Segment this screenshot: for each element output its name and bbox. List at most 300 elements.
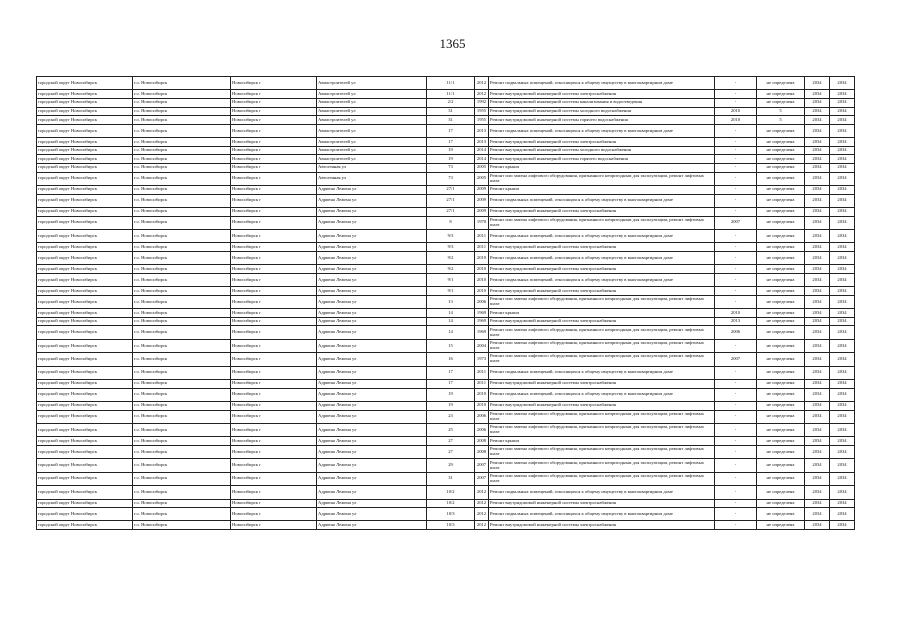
last-repair-year-cell: 2010	[715, 116, 757, 125]
house-number-cell: 10/2	[427, 499, 475, 508]
municipality-cell: г.о. Новосибирск	[133, 309, 231, 318]
district-cell: городской округ Новосибирск	[37, 486, 133, 499]
cost-cell: не определена	[757, 295, 805, 308]
table-row	[37, 163, 855, 172]
street-cell: Адриена Лежена ул	[317, 243, 427, 252]
street-cell: Адриена Лежена ул	[317, 410, 427, 423]
plan-year-start-cell: 2034	[805, 521, 830, 530]
house-number-cell: 25	[427, 423, 475, 436]
table-row	[37, 445, 855, 458]
cost-cell: не определена	[757, 353, 805, 366]
last-repair-year-cell: -	[715, 401, 757, 410]
district-cell: городской округ Новосибирск	[37, 107, 133, 116]
house-number-cell: 19	[427, 146, 475, 155]
last-repair-year-cell: -	[715, 229, 757, 242]
cost-cell: не определена	[757, 185, 805, 194]
plan-year-end-cell: 2034	[830, 273, 855, 286]
plan-year-start-cell: 2034	[805, 77, 830, 90]
street-cell: Адриена Лежена ул	[317, 273, 427, 286]
plan-year-start-cell: 2034	[805, 379, 830, 388]
commissioning-year-cell: 2012	[475, 499, 489, 508]
house-number-cell: 73	[427, 172, 475, 185]
table-row	[37, 295, 855, 308]
district-cell: городской округ Новосибирск	[37, 116, 133, 125]
municipality-cell: г.о. Новосибирск	[133, 77, 231, 90]
plan-year-end-cell: 2034	[830, 366, 855, 379]
cost-cell: не определена	[757, 243, 805, 252]
house-number-cell: 17	[427, 379, 475, 388]
cost-cell: не определена	[757, 146, 805, 155]
street-cell: Адриена Лежена ул	[317, 251, 427, 264]
settlement-cell: Новосибирск г	[231, 194, 317, 207]
municipality-cell: г.о. Новосибирск	[133, 401, 231, 410]
house-number-cell: 17	[427, 124, 475, 137]
settlement-cell: Новосибирск г	[231, 243, 317, 252]
plan-year-start-cell: 2034	[805, 251, 830, 264]
district-cell: городской округ Новосибирск	[37, 77, 133, 90]
table-row	[37, 508, 855, 521]
municipality-cell: г.о. Новосибирск	[133, 146, 231, 155]
district-cell: городской округ Новосибирск	[37, 459, 133, 472]
last-repair-year-cell: -	[715, 499, 757, 508]
settlement-cell: Новосибирск г	[231, 401, 317, 410]
commissioning-year-cell: 2005	[475, 172, 489, 185]
table-row	[37, 410, 855, 423]
district-cell: городской округ Новосибирск	[37, 138, 133, 147]
repair-work-cell: Ремонт внутридомовой инженерной системы электроснабжения	[489, 90, 715, 99]
cost-cell: не определена	[757, 207, 805, 216]
cost-cell: не определена	[757, 317, 805, 326]
settlement-cell: Новосибирск г	[231, 216, 317, 229]
table-row	[37, 155, 855, 164]
municipality-cell: г.о. Новосибирск	[133, 379, 231, 388]
house-number-cell: 27	[427, 445, 475, 458]
plan-year-end-cell: 2034	[830, 459, 855, 472]
commissioning-year-cell: 2012	[475, 90, 489, 99]
last-repair-year-cell: 2007	[715, 353, 757, 366]
last-repair-year-cell: -	[715, 185, 757, 194]
cost-cell: не определена	[757, 194, 805, 207]
last-repair-year-cell: -	[715, 388, 757, 401]
plan-year-start-cell: 2034	[805, 317, 830, 326]
plan-year-start-cell: 2034	[805, 459, 830, 472]
cost-cell: не определена	[757, 138, 805, 147]
plan-year-end-cell: 2034	[830, 472, 855, 485]
plan-year-end-cell: 2034	[830, 194, 855, 207]
commissioning-year-cell: 1973	[475, 353, 489, 366]
table-row	[37, 379, 855, 388]
repair-work-cell: Ремонт подвальных помещений, относящихся к общему имуществу в многоквартирном доме	[489, 124, 715, 137]
last-repair-year-cell: -	[715, 521, 757, 530]
settlement-cell: Новосибирск г	[231, 472, 317, 485]
municipality-cell: г.о. Новосибирск	[133, 423, 231, 436]
street-cell: Адриена Лежена ул	[317, 472, 427, 485]
repair-work-cell: Ремонт подвальных помещений, относящихся к общему имуществу в многоквартирном доме	[489, 273, 715, 286]
district-cell: городской округ Новосибирск	[37, 309, 133, 318]
house-number-cell: 14	[427, 309, 475, 318]
repair-work-cell: Ремонт крыши	[489, 185, 715, 194]
last-repair-year-cell: -	[715, 172, 757, 185]
commissioning-year-cell: 2010	[475, 265, 489, 274]
repair-work-cell: Ремонт внутридомовой инженерной системы электроснабжения	[489, 499, 715, 508]
street-cell: Адриена Лежена ул	[317, 185, 427, 194]
municipality-cell: г.о. Новосибирск	[133, 155, 231, 164]
page-number: 1365	[439, 36, 466, 51]
settlement-cell: Новосибирск г	[231, 273, 317, 286]
settlement-cell: Новосибирск г	[231, 317, 317, 326]
plan-year-start-cell: 2034	[805, 309, 830, 318]
repair-work-cell: Ремонт или замена лифтового оборудования, признанного непригодным для эксплуатации, ремонт лифтовых шахт	[489, 472, 715, 485]
repair-work-cell: Ремонт подвальных помещений, относящихся к общему имуществу в многоквартирном доме	[489, 366, 715, 379]
street-cell: Автогенная ул	[317, 172, 427, 185]
table-row	[37, 138, 855, 147]
house-number-cell: 23	[427, 410, 475, 423]
plan-year-start-cell: 2034	[805, 194, 830, 207]
house-number-cell: 27/1	[427, 207, 475, 216]
plan-year-end-cell: 2034	[830, 146, 855, 155]
cost-cell: не определена	[757, 77, 805, 90]
street-cell: Адриена Лежена ул	[317, 309, 427, 318]
district-cell: городской округ Новосибирск	[37, 379, 133, 388]
repair-work-cell: Ремонт внутридомовой инженерной системы электроснабжения	[489, 138, 715, 147]
municipality-cell: г.о. Новосибирск	[133, 508, 231, 521]
last-repair-year-cell: -	[715, 155, 757, 164]
table-row	[37, 124, 855, 137]
plan-year-end-cell: 2034	[830, 98, 855, 107]
municipality-cell: г.о. Новосибирск	[133, 90, 231, 99]
repair-work-cell: Ремонт подвальных помещений, относящихся к общему имуществу в многоквартирном доме	[489, 251, 715, 264]
street-cell: Адриена Лежена ул	[317, 423, 427, 436]
street-cell: Авиастроителей ул	[317, 146, 427, 155]
cost-cell: не определена	[757, 366, 805, 379]
table-row	[37, 107, 855, 116]
settlement-cell: Новосибирск г	[231, 379, 317, 388]
cost-cell: не определена	[757, 155, 805, 164]
repair-work-cell: Ремонт внутридомовой инженерной системы электроснабжения	[489, 207, 715, 216]
district-cell: городской округ Новосибирск	[37, 508, 133, 521]
street-cell: Адриена Лежена ул	[317, 353, 427, 366]
settlement-cell: Новосибирск г	[231, 521, 317, 530]
plan-year-start-cell: 2034	[805, 265, 830, 274]
last-repair-year-cell: -	[715, 295, 757, 308]
commissioning-year-cell: 1969	[475, 309, 489, 318]
plan-year-start-cell: 2034	[805, 107, 830, 116]
last-repair-year-cell: -	[715, 124, 757, 137]
municipality-cell: г.о. Новосибирск	[133, 388, 231, 401]
district-cell: городской округ Новосибирск	[37, 90, 133, 99]
cost-cell: не определена	[757, 309, 805, 318]
house-number-cell: 16	[427, 353, 475, 366]
settlement-cell: Новосибирск г	[231, 229, 317, 242]
cost-cell: не определена	[757, 172, 805, 185]
commissioning-year-cell: 2007	[475, 472, 489, 485]
plan-year-end-cell: 2034	[830, 379, 855, 388]
house-number-cell: 10/3	[427, 521, 475, 530]
settlement-cell: Новосибирск г	[231, 295, 317, 308]
municipality-cell: г.о. Новосибирск	[133, 339, 231, 352]
commissioning-year-cell: 2010	[475, 388, 489, 401]
repair-work-cell: Ремонт или замена лифтового оборудования, признанного непригодным для эксплуатации, ремонт лифтовых шахт	[489, 326, 715, 339]
street-cell: Адриена Лежена ул	[317, 216, 427, 229]
district-cell: городской округ Новосибирск	[37, 326, 133, 339]
commissioning-year-cell: 2010	[475, 287, 489, 296]
last-repair-year-cell: 2006	[715, 326, 757, 339]
municipality-cell: г.о. Новосибирск	[133, 107, 231, 116]
commissioning-year-cell: 1970	[475, 216, 489, 229]
repair-work-cell: Ремонт внутридомовой инженерной системы электроснабжения	[489, 379, 715, 388]
settlement-cell: Новосибирск г	[231, 445, 317, 458]
repair-work-cell: Ремонт или замена лифтового оборудования, признанного непригодным для эксплуатации, ремонт лифтовых шахт	[489, 445, 715, 458]
plan-year-start-cell: 2034	[805, 207, 830, 216]
repair-work-cell: Ремонт внутридомовой инженерной системы электроснабжения	[489, 521, 715, 530]
last-repair-year-cell: -	[715, 77, 757, 90]
last-repair-year-cell: -	[715, 138, 757, 147]
house-number-cell: 19	[427, 388, 475, 401]
table-row	[37, 216, 855, 229]
commissioning-year-cell: 2011	[475, 243, 489, 252]
cost-cell: не определена	[757, 401, 805, 410]
table-row	[37, 459, 855, 472]
municipality-cell: г.о. Новосибирск	[133, 216, 231, 229]
plan-year-start-cell: 2034	[805, 366, 830, 379]
commissioning-year-cell: 2009	[475, 207, 489, 216]
table-row	[37, 273, 855, 286]
district-cell: городской округ Новосибирск	[37, 273, 133, 286]
table-row	[37, 146, 855, 155]
plan-year-start-cell: 2034	[805, 445, 830, 458]
street-cell: Адриена Лежена ул	[317, 265, 427, 274]
plan-year-end-cell: 2034	[830, 410, 855, 423]
table-body	[37, 77, 855, 530]
settlement-cell: Новосибирск г	[231, 77, 317, 90]
settlement-cell: Новосибирск г	[231, 486, 317, 499]
plan-year-end-cell: 2034	[830, 216, 855, 229]
street-cell: Авиастроителей ул	[317, 124, 427, 137]
table-row	[37, 472, 855, 485]
municipality-cell: г.о. Новосибирск	[133, 317, 231, 326]
street-cell: Авиастроителей ул	[317, 90, 427, 99]
house-number-cell: 14	[427, 326, 475, 339]
table-row	[37, 499, 855, 508]
table-row	[37, 339, 855, 352]
settlement-cell: Новосибирск г	[231, 410, 317, 423]
district-cell: городской округ Новосибирск	[37, 339, 133, 352]
table-row	[37, 401, 855, 410]
plan-year-end-cell: 2034	[830, 499, 855, 508]
cost-cell: 5	[757, 116, 805, 125]
table-row	[37, 353, 855, 366]
municipality-cell: г.о. Новосибирск	[133, 366, 231, 379]
table-row	[37, 287, 855, 296]
settlement-cell: Новосибирск г	[231, 146, 317, 155]
house-number-cell: 31	[427, 472, 475, 485]
commissioning-year-cell: 1969	[475, 317, 489, 326]
commissioning-year-cell: 2004	[475, 339, 489, 352]
cost-cell: не определена	[757, 472, 805, 485]
house-number-cell: 27/1	[427, 185, 475, 194]
plan-year-end-cell: 2034	[830, 207, 855, 216]
street-cell: Адриена Лежена ул	[317, 388, 427, 401]
table-row	[37, 486, 855, 499]
street-cell: Адриена Лежена ул	[317, 379, 427, 388]
repair-work-cell: Ремонт внутридомовой инженерной системы горячего водоснабжения	[489, 155, 715, 164]
district-cell: городской округ Новосибирск	[37, 423, 133, 436]
plan-year-end-cell: 2034	[830, 353, 855, 366]
house-number-cell: 11/1	[427, 90, 475, 99]
commissioning-year-cell: 1992	[475, 98, 489, 107]
district-cell: городской округ Новосибирск	[37, 295, 133, 308]
settlement-cell: Новосибирск г	[231, 172, 317, 185]
street-cell: Авиастроителей ул	[317, 107, 427, 116]
district-cell: городской округ Новосибирск	[37, 410, 133, 423]
house-number-cell: 31	[427, 116, 475, 125]
settlement-cell: Новосибирск г	[231, 90, 317, 99]
repair-work-cell: Ремонт внутридомовой инженерной системы электроснабжения	[489, 317, 715, 326]
settlement-cell: Новосибирск г	[231, 107, 317, 116]
plan-year-end-cell: 2034	[830, 287, 855, 296]
cost-cell: не определена	[757, 423, 805, 436]
commissioning-year-cell: 2008	[475, 437, 489, 446]
settlement-cell: Новосибирск г	[231, 251, 317, 264]
repair-work-cell: Ремонт крыши	[489, 163, 715, 172]
house-number-cell: 9/1	[427, 273, 475, 286]
district-cell: городской округ Новосибирск	[37, 472, 133, 485]
house-number-cell: 31	[427, 107, 475, 116]
house-number-cell: 19	[427, 155, 475, 164]
plan-year-start-cell: 2034	[805, 326, 830, 339]
street-cell: Адриена Лежена ул	[317, 459, 427, 472]
settlement-cell: Новосибирск г	[231, 207, 317, 216]
municipality-cell: г.о. Новосибирск	[133, 98, 231, 107]
repair-work-cell: Ремонт или замена лифтового оборудования, признанного непригодным для эксплуатации, ремонт лифтовых шахт	[489, 216, 715, 229]
street-cell: Адриена Лежена ул	[317, 366, 427, 379]
municipality-cell: г.о. Новосибирск	[133, 287, 231, 296]
plan-year-start-cell: 2034	[805, 155, 830, 164]
municipality-cell: г.о. Новосибирск	[133, 295, 231, 308]
street-cell: Авиастроителей ул	[317, 116, 427, 125]
table-row	[37, 437, 855, 446]
district-cell: городской округ Новосибирск	[37, 194, 133, 207]
house-number-cell: 29	[427, 459, 475, 472]
house-number-cell: 73	[427, 163, 475, 172]
cost-cell: не определена	[757, 273, 805, 286]
last-repair-year-cell: 2013	[715, 317, 757, 326]
cost-cell: не определена	[757, 437, 805, 446]
table-row	[37, 116, 855, 125]
house-number-cell: 19	[427, 401, 475, 410]
district-cell: городской округ Новосибирск	[37, 265, 133, 274]
municipality-cell: г.о. Новосибирск	[133, 229, 231, 242]
plan-year-start-cell: 2034	[805, 410, 830, 423]
repair-work-cell: Ремонт подвальных помещений, относящихся к общему имуществу в многоквартирном доме	[489, 508, 715, 521]
house-number-cell: 27	[427, 437, 475, 446]
commissioning-year-cell: 2011	[475, 366, 489, 379]
house-number-cell: 13	[427, 295, 475, 308]
plan-year-end-cell: 2034	[830, 251, 855, 264]
plan-year-start-cell: 2034	[805, 339, 830, 352]
plan-year-end-cell: 2034	[830, 185, 855, 194]
settlement-cell: Новосибирск г	[231, 423, 317, 436]
last-repair-year-cell: -	[715, 98, 757, 107]
street-cell: Адриена Лежена ул	[317, 401, 427, 410]
last-repair-year-cell: 2007	[715, 216, 757, 229]
settlement-cell: Новосибирск г	[231, 353, 317, 366]
table-row	[37, 229, 855, 242]
repair-work-cell: Ремонт крыши	[489, 309, 715, 318]
street-cell: Адриена Лежена ул	[317, 295, 427, 308]
plan-year-end-cell: 2034	[830, 423, 855, 436]
table-row	[37, 185, 855, 194]
plan-year-end-cell: 2034	[830, 401, 855, 410]
plan-year-end-cell: 2034	[830, 309, 855, 318]
street-cell: Адриена Лежена ул	[317, 499, 427, 508]
cost-cell: не определена	[757, 229, 805, 242]
house-number-cell: 9/2	[427, 265, 475, 274]
district-cell: городской округ Новосибирск	[37, 287, 133, 296]
last-repair-year-cell: -	[715, 379, 757, 388]
street-cell: Адриена Лежена ул	[317, 326, 427, 339]
cost-cell: не определена	[757, 508, 805, 521]
municipality-cell: г.о. Новосибирск	[133, 486, 231, 499]
municipality-cell: г.о. Новосибирск	[133, 472, 231, 485]
plan-year-start-cell: 2034	[805, 388, 830, 401]
plan-year-start-cell: 2034	[805, 90, 830, 99]
municipality-cell: г.о. Новосибирск	[133, 265, 231, 274]
settlement-cell: Новосибирск г	[231, 366, 317, 379]
district-cell: городской округ Новосибирск	[37, 499, 133, 508]
last-repair-year-cell: -	[715, 437, 757, 446]
plan-year-start-cell: 2034	[805, 486, 830, 499]
commissioning-year-cell: 2005	[475, 163, 489, 172]
municipality-cell: г.о. Новосибирск	[133, 326, 231, 339]
district-cell: городской округ Новосибирск	[37, 401, 133, 410]
plan-year-start-cell: 2034	[805, 172, 830, 185]
table-row	[37, 194, 855, 207]
municipality-cell: г.о. Новосибирск	[133, 116, 231, 125]
last-repair-year-cell: -	[715, 243, 757, 252]
settlement-cell: Новосибирск г	[231, 265, 317, 274]
house-number-cell: 2/2	[427, 98, 475, 107]
house-number-cell: 9/3	[427, 243, 475, 252]
plan-year-end-cell: 2034	[830, 77, 855, 90]
settlement-cell: Новосибирск г	[231, 309, 317, 318]
district-cell: городской округ Новосибирск	[37, 388, 133, 401]
plan-year-end-cell: 2034	[830, 229, 855, 242]
street-cell: Авиастроителей ул	[317, 98, 427, 107]
settlement-cell: Новосибирск г	[231, 459, 317, 472]
commissioning-year-cell: 2010	[475, 273, 489, 286]
district-cell: городской округ Новосибирск	[37, 163, 133, 172]
commissioning-year-cell: 2013	[475, 138, 489, 147]
plan-year-start-cell: 2034	[805, 472, 830, 485]
plan-year-start-cell: 2034	[805, 216, 830, 229]
street-cell: Адриена Лежена ул	[317, 229, 427, 242]
cost-cell: не определена	[757, 287, 805, 296]
plan-year-start-cell: 2034	[805, 273, 830, 286]
municipality-cell: г.о. Новосибирск	[133, 353, 231, 366]
cost-cell: не определена	[757, 90, 805, 99]
cost-cell: не определена	[757, 486, 805, 499]
plan-year-end-cell: 2034	[830, 486, 855, 499]
plan-year-end-cell: 2034	[830, 116, 855, 125]
last-repair-year-cell: -	[715, 486, 757, 499]
cost-cell: не определена	[757, 459, 805, 472]
commissioning-year-cell: 2012	[475, 486, 489, 499]
district-cell: городской округ Новосибирск	[37, 172, 133, 185]
commissioning-year-cell: 1955	[475, 107, 489, 116]
last-repair-year-cell: 2010	[715, 309, 757, 318]
table-row	[37, 251, 855, 264]
